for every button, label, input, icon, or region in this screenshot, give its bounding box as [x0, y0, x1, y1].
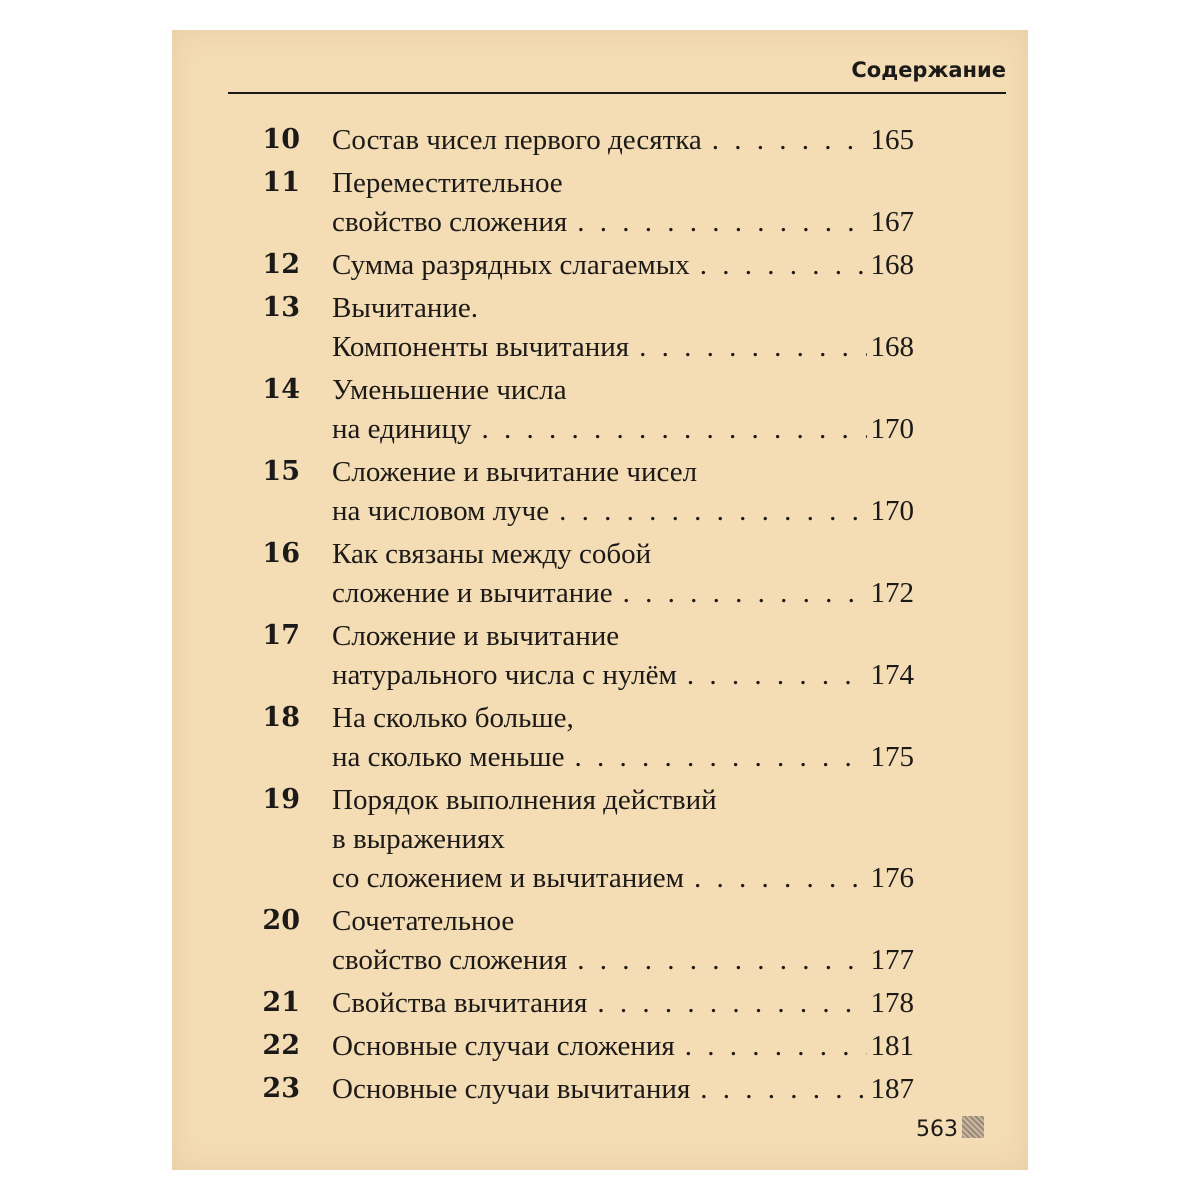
- toc-entry-page: 181: [870, 1030, 914, 1062]
- toc-entry-title: Порядок выполнения действий: [332, 784, 717, 816]
- toc-entry-page: 174: [870, 659, 914, 691]
- toc-leader-dots: [567, 202, 866, 242]
- toc-entry-page: 175: [870, 741, 914, 773]
- toc-entry-page: 165: [870, 124, 914, 156]
- toc-entry-title: Сложение и вычитание чисел: [332, 456, 698, 488]
- book-page: [172, 30, 1028, 1170]
- toc-entry-number: 20: [262, 905, 300, 936]
- toc-entry-line: [332, 327, 914, 367]
- toc-entry-title: Состав чисел первого десятка: [332, 124, 702, 156]
- page-corner-mark: [962, 1116, 984, 1138]
- toc-entry-number: 18: [262, 702, 300, 733]
- toc-entry-title: свойство сложения: [332, 206, 568, 238]
- toc-entry-title: в выражениях: [332, 823, 505, 855]
- toc-leader-dots: [629, 327, 866, 367]
- toc-leader-dots: [564, 737, 866, 777]
- toc-entry-title: на числовом луче: [332, 495, 550, 527]
- toc-leader-dots: [471, 409, 866, 449]
- toc-leader-dots: [677, 655, 867, 695]
- page-number: 563: [916, 1117, 958, 1142]
- toc-entry-page: 178: [870, 987, 914, 1019]
- header-rule: [228, 92, 1006, 94]
- toc-leader-dots: [567, 940, 866, 980]
- toc-entry-title: Как связаны между собой: [332, 538, 652, 570]
- toc-entry-line: [332, 491, 914, 531]
- toc-entry-number: 16: [262, 538, 300, 569]
- toc-entry-page: 177: [870, 944, 914, 976]
- toc-entry-line: [332, 409, 914, 449]
- toc-entry-line: [332, 616, 914, 656]
- page-header-title: Содержание: [851, 58, 1006, 82]
- toc-entry-number: 14: [262, 374, 300, 405]
- toc-entry-title: на единицу: [332, 413, 472, 445]
- toc-entry-title: Сложение и вычитание: [332, 620, 620, 652]
- toc-entry-line: [332, 698, 914, 738]
- toc-entry-page: 172: [870, 577, 914, 609]
- toc-entry-number: 10: [262, 124, 300, 155]
- toc-entry-title: сложение и вычитание: [332, 577, 613, 609]
- toc-entry-title: со сложением и вычитанием: [332, 862, 684, 894]
- toc-entry-number: 23: [262, 1073, 300, 1104]
- toc-entry-title: Сочетательное: [332, 905, 515, 937]
- toc-entry-line: [332, 452, 914, 492]
- toc-entry-page: 187: [870, 1073, 914, 1105]
- toc-leader-dots: [549, 491, 866, 531]
- toc-entry-title: Вычитание.: [332, 292, 478, 324]
- toc-entry-line: [332, 202, 914, 242]
- toc-entry-line: [332, 655, 914, 695]
- toc-entry-number: 15: [262, 456, 300, 487]
- toc-entry-line: [332, 534, 914, 574]
- toc-leader-dots: [690, 245, 867, 285]
- toc-entry-title: Основные случаи вычитания: [332, 1073, 691, 1105]
- toc-entry-line: [332, 1069, 914, 1109]
- toc-entry-line: [332, 858, 914, 898]
- toc-entry-page: 167: [870, 206, 914, 238]
- toc-entry-number: 11: [262, 167, 300, 198]
- toc-leader-dots: [684, 858, 867, 898]
- toc-entry-title: Основные случаи сложения: [332, 1030, 675, 1062]
- toc-entry-line: [332, 120, 914, 160]
- toc-leader-dots: [587, 983, 866, 1023]
- toc-entry-line: [332, 163, 914, 203]
- toc-entry-line: [332, 780, 914, 820]
- toc-entry-title: Свойства вычитания: [332, 987, 588, 1019]
- toc-entry-title: Сумма разрядных слагаемых: [332, 249, 690, 281]
- toc-entry-page: 170: [870, 413, 914, 445]
- toc-entry-title: натурального числа с нулём: [332, 659, 677, 691]
- toc-entry-page: 170: [870, 495, 914, 527]
- toc-entry-number: 21: [262, 987, 300, 1018]
- toc-leader-dots: [690, 1069, 866, 1109]
- toc-entry-number: 19: [262, 784, 300, 815]
- toc-entry-line: [332, 573, 914, 613]
- toc-entry-number: 13: [262, 292, 300, 323]
- toc-entry-page: 168: [870, 331, 914, 363]
- toc-entry-line: [332, 1026, 914, 1066]
- toc-entry-line: [332, 288, 914, 328]
- toc-entry-line: [332, 819, 914, 859]
- toc-leader-dots: [702, 120, 867, 160]
- toc-leader-dots: [613, 573, 867, 613]
- toc-entry-title: свойство сложения: [332, 944, 568, 976]
- toc-entry-number: 17: [262, 620, 300, 651]
- toc-entry-title: Уменьшение числа: [332, 374, 567, 406]
- toc-entry-title: Компоненты вычитания: [332, 331, 630, 363]
- toc-entry-title: на сколько меньше: [332, 741, 565, 773]
- toc-entry-line: [332, 901, 914, 941]
- toc-entry-number: 12: [262, 249, 300, 280]
- toc-entry-page: 168: [870, 249, 914, 281]
- toc-entry-line: [332, 737, 914, 777]
- toc-entry-line: [332, 940, 914, 980]
- toc-entry-line: [332, 983, 914, 1023]
- toc-entry-line: [332, 370, 914, 410]
- toc-entry-title: На сколько больше,: [332, 702, 574, 734]
- toc-entry-page: 176: [870, 862, 914, 894]
- toc-entry-title: Переместительное: [332, 167, 563, 199]
- toc-entry-line: [332, 245, 914, 285]
- toc-entry-number: 22: [262, 1030, 300, 1061]
- toc-leader-dots: [675, 1026, 867, 1066]
